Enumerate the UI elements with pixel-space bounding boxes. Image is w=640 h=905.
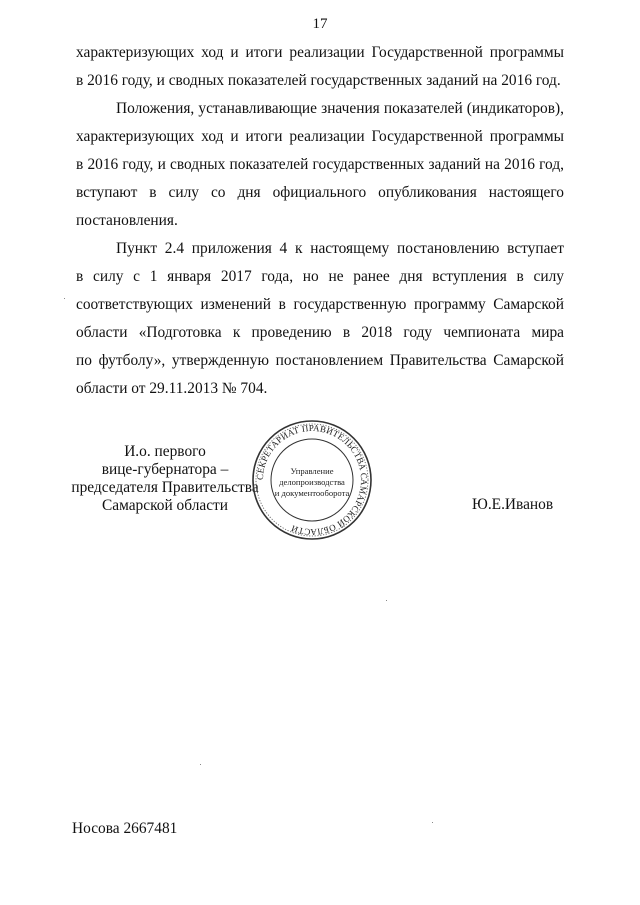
scan-speck xyxy=(200,764,201,765)
paragraph-line: области от 29.11.2013 № 704. xyxy=(76,380,268,397)
paragraph-line: в 2016 году, и сводных показателей государственных заданий на 2016 год, xyxy=(76,156,564,173)
stamp-center-line: Управление xyxy=(290,466,334,476)
scan-speck xyxy=(386,600,387,601)
paragraph-line: вступают в силу со дня официального опубликования настоящего xyxy=(76,184,564,201)
paragraph-line: в силу с 1 января 2017 года, но не ранее дня вступления в силу xyxy=(76,268,564,285)
footer-executor: Носова 2667481 xyxy=(72,820,178,837)
paragraph-line: характеризующих ход и итоги реализации Государственной программы xyxy=(76,128,564,145)
signatory-title-line: Самарской области xyxy=(101,497,228,514)
scan-speck xyxy=(64,298,65,299)
signatory-title-line: И.о. первого xyxy=(124,443,206,460)
official-stamp xyxy=(250,418,374,542)
paragraph-line: характеризующих ход и итоги реализации Государственной программы xyxy=(76,44,564,61)
signatory-title-line: председателя Правительства xyxy=(71,479,259,496)
paragraph-line: соответствующих изменений в государственную программу Самарской xyxy=(76,296,564,313)
signatory-title xyxy=(60,443,270,515)
stamp-center-line: и документооборота xyxy=(274,488,350,498)
paragraph-line: в 2016 году, и сводных показателей государственных заданий на 2016 год. xyxy=(76,72,561,89)
paragraph-line: постановления. xyxy=(76,212,178,229)
page-number: 17 xyxy=(312,16,328,32)
paragraph-line: по футболу», утвержденную постановлением Правительства Самарской xyxy=(76,352,564,369)
stamp-ring-text: СЕКРЕТАРИАТ ПРАВИТЕЛЬСТВА САМАРСКОЙ ОБЛАСТИ xyxy=(254,422,370,538)
paragraph-line: области «Подготовка к проведению в 2018 году чемпионата мира xyxy=(76,324,564,341)
paragraph-line: Пункт 2.4 приложения 4 к настоящему постановлению вступает xyxy=(116,240,564,257)
stamp-center-line: делопроизводства xyxy=(279,477,345,487)
signatory-name: Ю.Е.Иванов xyxy=(472,496,554,513)
signatory-title-line: вице-губернатора – xyxy=(101,461,229,478)
paragraph-line: Положения, устанавливающие значения показателей (индикаторов), xyxy=(116,100,564,117)
scan-speck xyxy=(432,822,433,823)
